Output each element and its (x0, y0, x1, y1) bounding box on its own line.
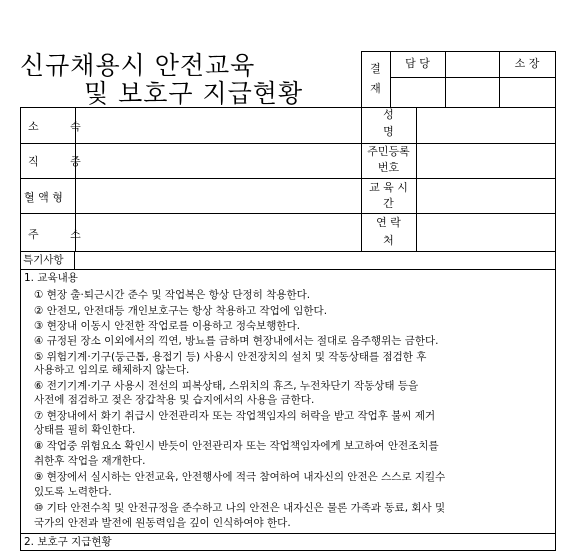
education-line: ⑨ 현장에서 실시하는 안전교육, 안전행사에 적극 참여하여 내자신의 안전은 스스로 지킬수 (34, 471, 446, 483)
document-title-line1: 신규채용시 안전교육 (20, 51, 256, 80)
education-line: ② 안전모, 안전대등 개인보호구는 항상 착용하고 작업에 임한다. (34, 305, 328, 317)
label-edu-time-2: 간 (383, 197, 394, 210)
equipment-heading: 2. 보호구 지급현황 (24, 536, 112, 548)
info-row-4-border (20, 251, 556, 252)
label-job-type: 직 종 (28, 155, 95, 168)
education-line: ⑦ 현장내에서 화기 취급시 안전관리자 또는 작업책임자의 허락을 받고 작업후 불씨 제거 (34, 410, 436, 422)
approval-side-label-top: 결 (370, 62, 381, 75)
label-address: 주 소 (28, 228, 95, 241)
label-blood-type: 혈 액 형 (24, 191, 63, 204)
education-line: ⑥ 전기기계·기구 사용시 전선의 피복상태, 스위치의 휴즈, 누전차단기 작동상태 등을 (34, 380, 419, 392)
education-line: 사전에 점검하고 젖은 장갑착용 및 습지에서의 사용을 금한다. (34, 394, 315, 406)
document-title-line2: 및 보호구 지급현황 (84, 79, 304, 108)
label-edu-time-1: 교 육 시 (369, 181, 408, 194)
label-special-notes: 특기사항 (23, 254, 64, 266)
notes-row-border (20, 269, 556, 270)
info-right-label-divider (416, 107, 417, 251)
education-line: 상태를 필히 확인한다. (34, 424, 136, 436)
education-heading: 1. 교육내용 (24, 272, 78, 284)
education-line: 국가의 안전과 발전에 원동력임을 깊이 인식하여야 한다. (34, 517, 291, 529)
education-line: 있도록 노력한다. (34, 486, 112, 498)
label-resident-id-1: 주민등록 (367, 145, 410, 158)
info-top-border (20, 107, 556, 108)
info-row-3-border (20, 213, 556, 214)
education-line: ③ 현장내 이동시 안전한 작업로를 이용하고 정숙보행한다. (34, 320, 301, 332)
approval-mid-border (390, 77, 556, 78)
education-line: 사용하고 임의로 해체하지 않는다. (34, 364, 190, 376)
info-row-2-border (20, 178, 556, 179)
label-resident-id-2: 번호 (377, 161, 400, 174)
approval-right-border (555, 51, 556, 107)
label-name-1: 성 (383, 108, 394, 121)
label-department: 소 속 (28, 120, 95, 133)
table-right-border (555, 107, 556, 551)
approval-left-border (361, 51, 362, 107)
label-contact-2: 처 (383, 234, 394, 247)
label-contact-1: 연 락 (376, 216, 401, 229)
info-row-1-border (20, 143, 556, 144)
education-line: ⑤ 위험기계·기구(둥근톱, 용접기 등) 사용시 안전장치의 설치 및 작동상태를 점검한 후 (34, 351, 427, 363)
equipment-row-border (20, 550, 556, 551)
approval-col-staff: 담 당 (405, 57, 430, 70)
approval-col-manager: 소 장 (514, 57, 540, 70)
approval-side-label-bottom: 재 (370, 82, 381, 95)
notes-label-divider (74, 251, 75, 269)
education-line: ④ 규정된 장소 이외에서의 끽연, 방뇨를 금하며 현장내에서는 절대로 음주행위는 금한다. (34, 335, 439, 347)
approval-divider-2 (445, 51, 446, 107)
label-name-2: 명 (383, 125, 394, 138)
table-left-border (20, 107, 21, 551)
education-line: ⑧ 작업중 위험요소 확인시 반듯이 안전관리자 또는 작업책임자에게 보고하여 안전조치를 (34, 440, 439, 452)
education-line: ① 현장 출·퇴근시간 준수 및 작업복은 항상 단정히 착용한다. (34, 289, 311, 301)
education-bottom-border (20, 533, 556, 534)
education-line: ⑩ 기타 안전수칙 및 안전규정을 준수하고 나의 안전은 내자신은 물론 가족과 동료, 회사 및 (34, 502, 446, 514)
education-line: 취한후 작업을 재개한다. (34, 455, 146, 467)
